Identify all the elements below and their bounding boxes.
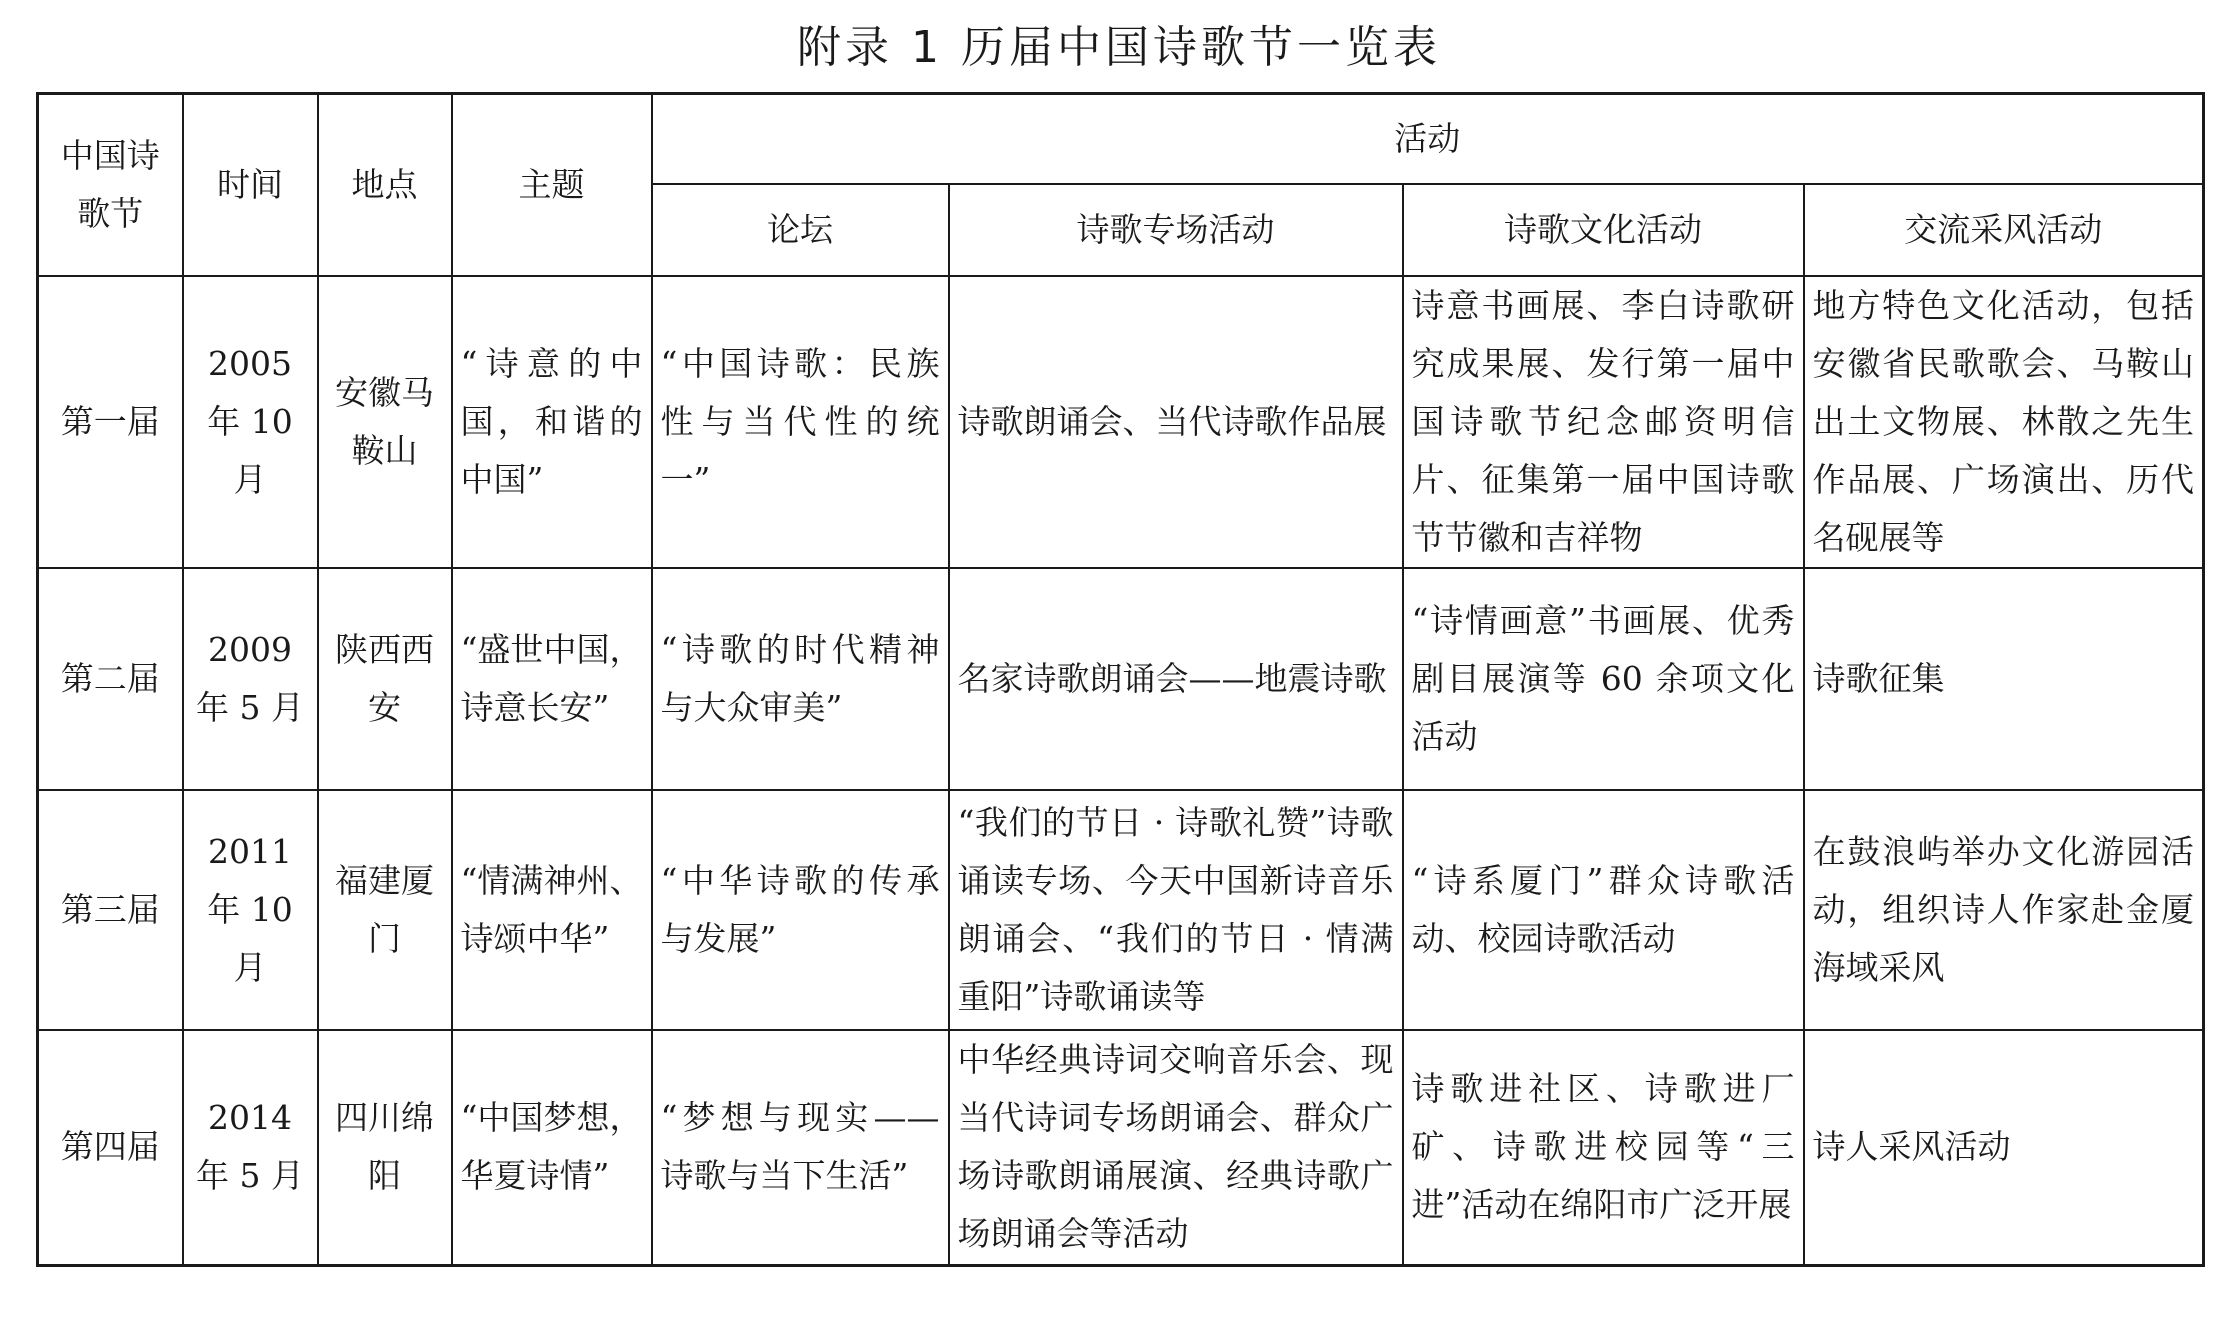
cell-culture: “诗情画意”书画展、优秀剧目展演等 60 余项文化活动 xyxy=(1403,568,1804,790)
header-exchange: 交流采风活动 xyxy=(1804,184,2204,276)
cell-theme: “诗意的中国，和谐的中国” xyxy=(452,276,652,568)
table-row xyxy=(38,568,2204,790)
cell-exchange: 诗人采风活动 xyxy=(1804,1030,2204,1266)
festival-table xyxy=(36,92,2205,1267)
cell-forum: “中华诗歌的传承与发展” xyxy=(652,790,949,1030)
cell-time: 2011 年 10 月 xyxy=(183,790,318,1030)
cell-place: 四川绵阳 xyxy=(318,1030,452,1266)
cell-exchange: 在鼓浪屿举办文化游园活动，组织诗人作家赴金厦海域采风 xyxy=(1804,790,2204,1030)
cell-place: 福建厦门 xyxy=(318,790,452,1030)
header-theme: 主题 xyxy=(452,94,652,276)
table-row xyxy=(38,276,2204,568)
cell-forum: “梦想与现实——诗歌与当下生活” xyxy=(652,1030,949,1266)
cell-festival: 第二届 xyxy=(38,568,183,790)
cell-place: 陕西西安 xyxy=(318,568,452,790)
cell-exchange: 地方特色文化活动，包括安徽省民歌歌会、马鞍山出土文物展、林散之先生作品展、广场演出、历代名砚展等 xyxy=(1804,276,2204,568)
header-time: 时间 xyxy=(183,94,318,276)
document-title: 附录 1 历届中国诗歌节一览表 xyxy=(797,22,1441,73)
header-forum: 论坛 xyxy=(652,184,949,276)
cell-theme: “中国梦想，华夏诗情” xyxy=(452,1030,652,1266)
cell-culture: 诗意书画展、李白诗歌研究成果展、发行第一届中国诗歌节纪念邮资明信片、征集第一届中国诗歌节节徽和吉祥物 xyxy=(1403,276,1804,568)
cell-special: 诗歌朗诵会、当代诗歌作品展 xyxy=(949,276,1403,568)
cell-culture: 诗歌进社区、诗歌进厂矿、诗歌进校园等“三进”活动在绵阳市广泛开展 xyxy=(1403,1030,1804,1266)
cell-special: 中华经典诗词交响音乐会、现当代诗词专场朗诵会、群众广场诗歌朗诵展演、经典诗歌广场朗诵会等活动 xyxy=(949,1030,1403,1266)
cell-festival: 第三届 xyxy=(38,790,183,1030)
header-activities: 活动 xyxy=(652,94,2204,184)
cell-forum: “中国诗歌：民族性与当代性的统一” xyxy=(652,276,949,568)
cell-theme: “情满神州、诗颂中华” xyxy=(452,790,652,1030)
header-special: 诗歌专场活动 xyxy=(949,184,1403,276)
cell-festival: 第四届 xyxy=(38,1030,183,1266)
header-festival: 中国诗歌节 xyxy=(38,94,183,276)
cell-special: “我们的节日 · 诗歌礼赞”诗歌诵读专场、今天中国新诗音乐朗诵会、“我们的节日 · 情满重阳”诗歌诵读等 xyxy=(949,790,1403,1030)
cell-forum: “诗歌的时代精神与大众审美” xyxy=(652,568,949,790)
cell-time: 2009 年 5 月 xyxy=(183,568,318,790)
table-row xyxy=(38,790,2204,1030)
cell-special: 名家诗歌朗诵会——地震诗歌 xyxy=(949,568,1403,790)
cell-exchange: 诗歌征集 xyxy=(1804,568,2204,790)
header-culture: 诗歌文化活动 xyxy=(1403,184,1804,276)
header-place: 地点 xyxy=(318,94,452,276)
cell-culture: “诗系厦门”群众诗歌活动、校园诗歌活动 xyxy=(1403,790,1804,1030)
cell-time: 2005 年 10 月 xyxy=(183,276,318,568)
table-row xyxy=(38,1030,2204,1266)
cell-theme: “盛世中国，诗意长安” xyxy=(452,568,652,790)
cell-time: 2014 年 5 月 xyxy=(183,1030,318,1266)
cell-place: 安徽马鞍山 xyxy=(318,276,452,568)
cell-festival: 第一届 xyxy=(38,276,183,568)
